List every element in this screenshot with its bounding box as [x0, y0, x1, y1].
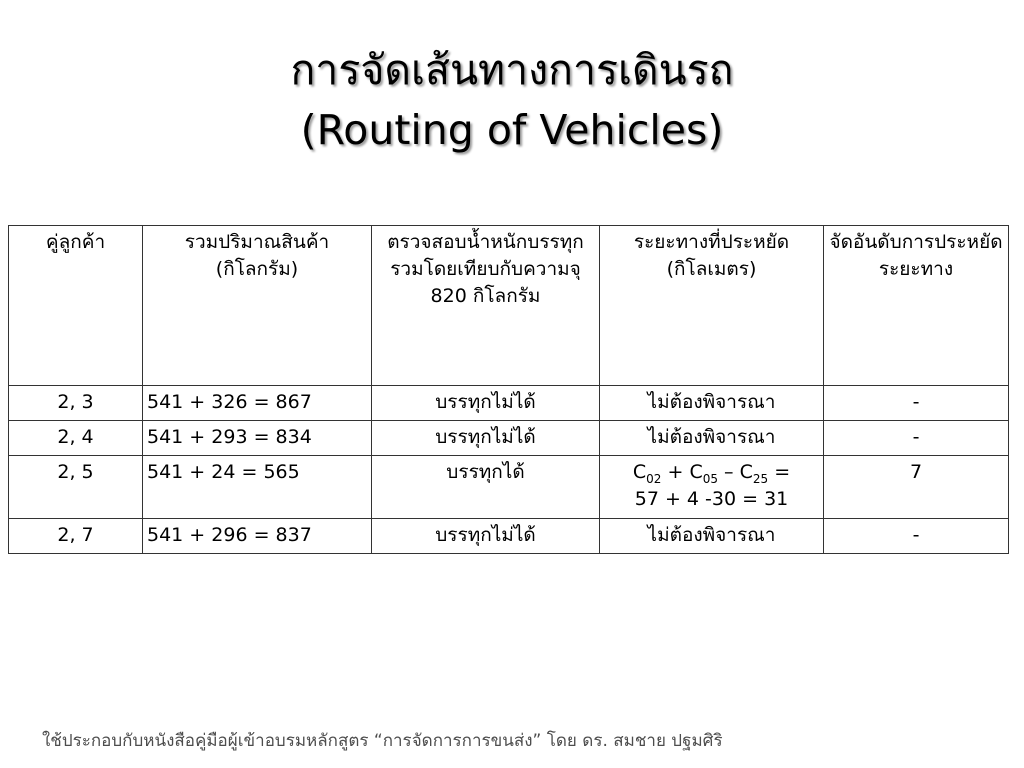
cell-pair: 2, 3 [9, 386, 143, 421]
title-thai: การจัดเส้นทางการเดินรถ [290, 46, 734, 94]
cell-total: 541 + 293 = 834 [143, 421, 372, 456]
cell-total: 541 + 296 = 837 [143, 519, 372, 554]
cell-pair: 2, 4 [9, 421, 143, 456]
cell-pair: 2, 7 [9, 519, 143, 554]
title-english: (Routing of Vehicles) [300, 106, 724, 154]
table-row [9, 519, 1009, 554]
cell-saving: ไม่ต้องพิจารณา [600, 421, 824, 456]
table-row [9, 421, 1009, 456]
footer-credit: ใช้ประกอบกับหนังสือคู่มือผู้เข้าอบรมหลักสูตร “การจัดการการขนส่ง” โดย ดร. สมชาย ปฐมศิริ [42, 731, 723, 751]
formula-result: 57 + 4 -30 = 31 [634, 488, 789, 510]
formula-c02: $C_{02}$ [632, 461, 662, 486]
cell-saving: ไม่ต้องพิจารณา [600, 386, 824, 421]
cell-check: บรรทุกไม่ได้ [372, 421, 600, 456]
formula-c25: $C_{25}$ [739, 461, 769, 486]
header-capacity-check: ตรวจสอบน้ำหนักบรรทุกรวมโดยเทียบกับความจุ 820 กิโลกรัม [372, 226, 600, 386]
cell-check: บรรทุกได้ [372, 456, 600, 519]
table-row [9, 386, 1009, 421]
slide-title [0, 40, 1024, 160]
cell-rank: - [824, 421, 1009, 456]
header-saving-rank: จัดอันดับการประหยัดระยะทาง [824, 226, 1009, 386]
formula-c05: $C_{05}$ [689, 461, 718, 486]
cell-rank: - [824, 519, 1009, 554]
header-customer-pair: คู่ลูกค้า [9, 226, 143, 386]
cell-pair: 2, 5 [9, 456, 143, 519]
cell-rank: - [824, 386, 1009, 421]
cell-check: บรรทุกไม่ได้ [372, 386, 600, 421]
cell-saving-formula: $C_{02} + C_{05} - C_{25}$ = 57 + 4 -30 = 31 [600, 456, 824, 519]
header-total-quantity: รวมปริมาณสินค้า (กิโลกรัม) [143, 226, 372, 386]
route-savings-table [8, 225, 1009, 554]
table-row [9, 456, 1009, 519]
cell-total: 541 + 24 = 565 [143, 456, 372, 519]
cell-rank: 7 [824, 456, 1009, 519]
table-header-row [9, 226, 1009, 386]
header-distance-saving: ระยะทางที่ประหยัด (กิโลเมตร) [600, 226, 824, 386]
cell-total: 541 + 326 = 867 [143, 386, 372, 421]
cell-check: บรรทุกไม่ได้ [372, 519, 600, 554]
cell-saving: ไม่ต้องพิจารณา [600, 519, 824, 554]
